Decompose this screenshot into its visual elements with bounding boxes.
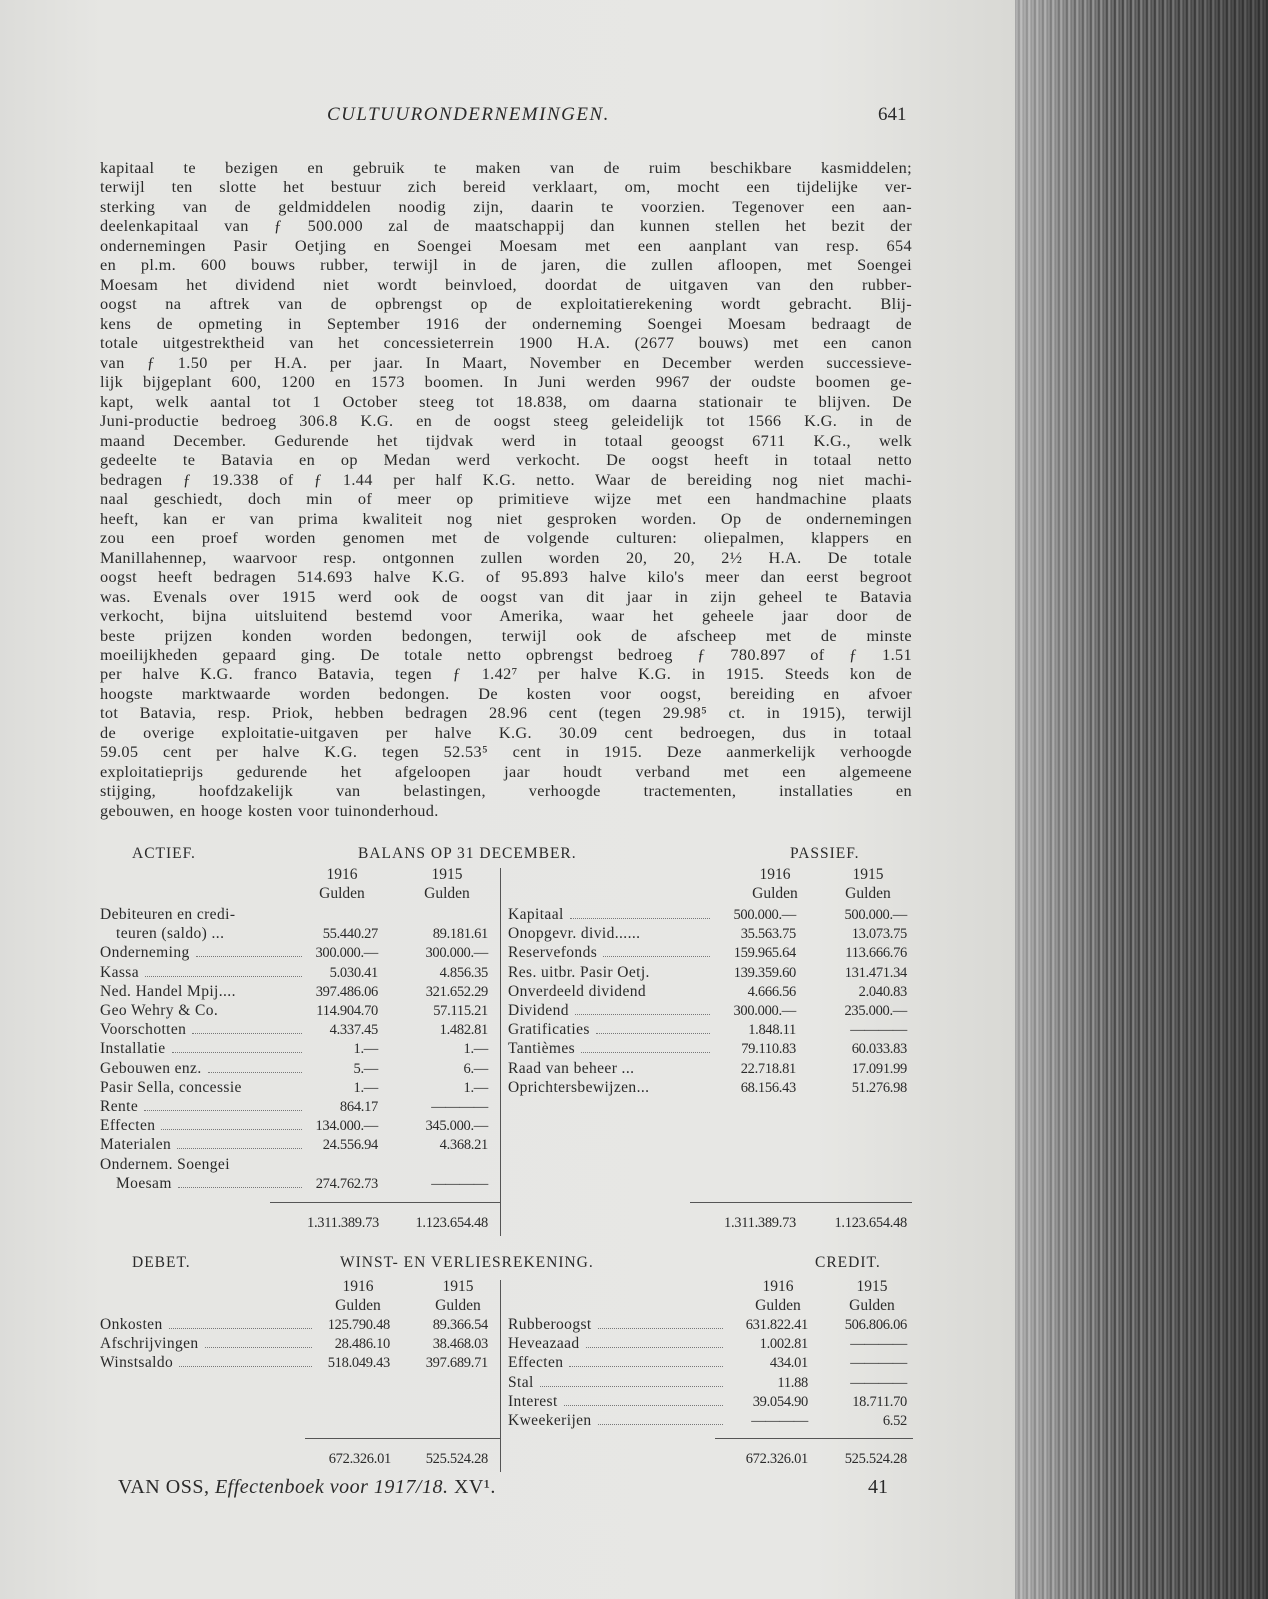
table-row-actief [100,944,305,962]
body-line: kens de opmeting in September 1916 der onderneming Soengei Moesam bedraagt de [100,313,912,333]
value-1915: 6.— [463,1060,488,1077]
value-1915: 89.366.54 [432,1317,488,1333]
body-line: stijging, hoofdzakelijk van belastingen, verhoogde tractementen, installaties en [100,781,912,801]
value-1916: 24.556.94 [322,1137,378,1154]
body-line: naal geschiedt, doch min of meer op primitieve wijze met een handmachine plaats [100,489,912,509]
row-label: Gratificaties [508,1021,590,1039]
value-1915: ———— [850,1374,907,1391]
value-1916: 4.337.45 [329,1022,378,1039]
total-value: 1.123.654.48 [834,1215,907,1231]
year-header: 1916 [342,1278,374,1295]
value-1916: 5.— [353,1060,378,1077]
table-row-actief [100,906,305,924]
dot-leader [581,1040,710,1053]
value-1916: ———— [751,1413,808,1429]
row-label: Rente [100,1098,139,1115]
table-row-passief [508,1002,713,1020]
value-1916: 1.— [353,1079,378,1096]
unit-header: Gulden [424,885,470,902]
body-line: gebouwen, en hooge kosten voor tuinonderhoud. [100,800,439,820]
value-1916: 22.718.81 [740,1060,796,1077]
value-1916: 300.000.— [315,945,378,962]
value-1916: 300.000.— [733,1003,796,1019]
table-row-debet [100,1335,315,1353]
row-label: Debiteuren en credi- [100,906,236,923]
value-1915: ———— [850,1355,907,1372]
table-row-passief [508,944,713,962]
total-rule [305,1438,500,1439]
table-row-actief [100,1002,305,1020]
dot-leader [145,964,302,977]
dot-leader [575,1002,710,1015]
unit-header: Gulden [752,885,798,902]
total-value: 525.524.28 [425,1451,488,1467]
table-row-actief [116,1175,305,1193]
unit-header: Gulden [319,885,365,902]
body-line: verkocht, bijna uitsluitend bestemd voor Amerika, waar het geheele jaar door de [100,606,912,626]
year-header: 1915 [431,866,463,883]
row-label: Reservefonds [508,944,598,962]
footer-volume: XV¹. [453,1476,496,1498]
value-1916: 134.000.— [315,1118,378,1135]
table-row-credit [508,1354,726,1372]
value-1916: 434.01 [769,1355,808,1372]
dot-leader [603,944,710,957]
body-line: oogst na aftrek van de opbrengst op de exploitatierekening wordt gebracht. Blij- [100,294,912,314]
dot-leader [196,944,302,957]
total-value: 1.311.389.73 [724,1215,796,1231]
value-1915: 1.482.81 [439,1022,488,1039]
value-1915: 6.52 [882,1413,907,1429]
value-1916: 500.000.— [733,907,796,923]
row-label: Tantièmes [508,1040,576,1058]
body-line: bedragen ƒ 19.338 of ƒ 1.44 per half K.G. netto. Waar de bereiding nog niet machi- [100,469,912,489]
value-1916: 631.822.41 [745,1317,808,1333]
table-row-actief [100,1156,305,1174]
value-1915: 500.000.— [844,907,907,923]
value-1915: 345.000.— [425,1118,488,1135]
value-1915: 113.666.76 [845,945,907,962]
value-1916: 1.848.11 [748,1022,796,1039]
body-line: ondernemingen Pasir Oetjing en Soengei Moesam met een aanplant van resp. 654 [100,235,912,255]
row-label: Onkosten [100,1316,163,1333]
row-label: Onderneming [100,944,190,962]
column-divider [500,1280,501,1472]
value-1915: ———— [850,1336,907,1353]
table-row-debet [100,1354,315,1372]
unit-header: Gulden [335,1297,381,1314]
dot-leader [205,1335,312,1348]
row-label: Effecten [508,1354,564,1372]
row-label: Geo Wehry & Co. [100,1002,219,1019]
value-1916: 35.563.75 [740,926,796,943]
body-line: kapitaal te bezigen en gebruik te maken van de ruim beschikbare kasmiddelen; [100,158,912,177]
body-line: moeilijkheden gepaard ging. De totale netto opbrengst bedroeg ƒ 780.897 of ƒ 1.51 [100,645,912,664]
row-label: Interest [508,1392,558,1410]
row-label: Voorschotten [100,1021,187,1039]
body-line: van ƒ 1.50 per H.A. per jaar. In Maart, November en December werden successieve- [100,352,912,372]
row-label: Dividend [508,1002,569,1019]
value-1916: 55.440.27 [322,926,378,943]
body-line: beste prijzen konden worden bedongen, terwijl ook de afscheep met de minste [100,625,912,645]
value-1916: 159.965.64 [733,945,796,962]
center-title: BALANS OP 31 DECEMBER. [358,845,577,862]
body-line: 59.05 cent per halve K.G. tegen 52.53⁵ cent in 1915. Deze aanmerkelijk verhoogde [100,742,912,762]
row-label: Kassa [100,963,140,981]
year-header: 1915 [442,1278,474,1295]
dot-leader [179,1354,312,1367]
body-line: Juni-productie bedroeg 306.8 K.G. en de oogst steeg geleidelijk tot 1566 K.G. in de [100,411,912,431]
value-1915: 4.368.21 [439,1137,488,1154]
table-row-actief [100,1117,305,1135]
row-label: Ned. Handel Mpij.... [100,982,236,1000]
table-row-passief [508,983,713,1001]
dot-leader [177,1136,302,1149]
value-1916: 11.88 [777,1374,808,1391]
row-label: Heveazaad [508,1335,580,1353]
dot-leader [144,1098,302,1111]
unit-header: Gulden [845,885,891,902]
unit-header: Gulden [435,1297,481,1314]
value-1915: 131.471.34 [844,964,907,981]
row-label: Rubberoogst [508,1316,592,1333]
body-line: terwijl ten slotte het bestuur zich bereid verklaart, om, mocht een tijdelijke ver- [100,177,912,197]
table-row-passief [508,1040,713,1058]
value-1915: 321.652.29 [425,983,488,1000]
row-label: Materialen [100,1136,172,1154]
table-row-credit [508,1374,726,1392]
body-line: Manillahennep, waarvoor resp. ontgonnen zullen worden 20, 20, 2½ H.A. De totale [100,547,912,567]
row-label: Stal [508,1373,534,1391]
footer-book-title: Effectenboek voor 1917/18. [214,1476,449,1498]
row-label: teuren (saldo) ... [116,925,225,943]
value-1916: 274.762.73 [315,1175,378,1192]
table-row-credit [508,1393,726,1411]
row-label: Raad van beheer ... [508,1059,635,1077]
year-header: 1915 [852,866,884,883]
row-label: Installatie [100,1040,166,1058]
value-1915: 18.711.70 [852,1393,907,1410]
left-title: DEBET. [132,1254,191,1271]
value-1916: 5.030.41 [329,964,378,981]
value-1916: 864.17 [339,1099,378,1115]
body-line: per halve K.G. franco Batavia, tegen ƒ 1.42⁷ per halve K.G. in 1915. Steeds kon de [100,664,912,684]
body-line: Moesam het dividend niet wordt beinvloed, doordat de uitgaven van den rubber- [100,274,912,294]
unit-header: Gulden [755,1297,801,1314]
value-1916: 139.359.60 [733,964,796,981]
row-label: Pasir Sella, concessie [100,1078,242,1096]
total-rule [270,1202,500,1203]
row-label: Kapitaal [508,906,564,923]
value-1915: 235.000.— [844,1003,907,1019]
table-row-passief [508,1060,713,1078]
table-row-credit [508,1316,726,1334]
row-label: Winstsaldo [100,1354,174,1372]
body-line: oogst heeft bedragen 514.693 halve K.G. of 95.893 halve kilo's meer dan eerst begroot [100,567,912,587]
dot-leader [540,1374,723,1387]
body-line: gedeelte te Batavia en op Medan werd verkocht. De oogst heeft in totaal netto [100,450,912,470]
value-1916: 39.054.90 [752,1393,808,1410]
value-1916: 1.002.81 [759,1336,808,1353]
value-1915: 1.— [463,1079,488,1096]
total-value: 1.123.654.48 [415,1215,488,1231]
dot-leader [564,1393,723,1406]
body-line: heeft, kan er van prima kwaliteit nog niet gesproken worden. Op de ondernemingen [100,508,912,528]
dot-leader [598,1412,723,1425]
value-1915: 13.073.75 [851,926,907,943]
row-label: Onopgevr. divid...... [508,925,641,943]
total-value: 672.326.01 [328,1451,391,1467]
table-row-debet [100,1316,315,1334]
row-label: Moesam [116,1174,172,1192]
body-line: en pl.m. 600 bouws rubber, terwijl in de jaren, die zullen afloopen, met Soengei [100,255,912,275]
total-value: 672.326.01 [745,1451,808,1467]
footer-citation [118,1476,496,1499]
value-1916: 125.790.48 [327,1317,390,1333]
total-rule [690,1202,912,1203]
value-1915: 17.091.99 [851,1060,907,1077]
value-1915: 51.276.98 [851,1079,907,1096]
value-1915: 2.040.83 [858,983,907,1000]
value-1916: 114.904.70 [316,1003,378,1019]
table-row-actief [116,925,305,943]
body-line: deelenkapitaal van ƒ 500.000 zal de maatschappij dan kunnen stellen het bezit der [100,216,912,236]
table-row-actief [100,964,305,982]
value-1915: 397.689.71 [425,1355,488,1372]
value-1915: 4.856.35 [439,964,488,981]
dot-leader [598,1316,723,1329]
total-value: 525.524.28 [844,1451,907,1467]
row-label: Ondernem. Soengei [100,1155,230,1173]
table-row-passief [508,1021,713,1039]
table-row-actief [100,1021,305,1039]
page-stack-shade [1015,0,1268,1599]
dot-leader [596,1021,710,1034]
year-header: 1916 [762,1278,794,1295]
body-line: maand December. Gedurende het tijdvak werd in totaal geoogst 6711 K.G., welk [100,430,912,450]
value-1916: 79.110.83 [741,1041,796,1058]
dot-leader [172,1040,302,1053]
value-1915: 1.— [463,1041,488,1058]
running-title: CULTUURONDERNEMINGEN. [327,104,610,125]
table-row-actief [100,983,305,1001]
value-1915: ———— [431,1099,488,1115]
body-line: lijk bijgeplant 600, 1200 en 1573 boomen. In Juni werden 9967 der oudste boomen ge- [100,372,912,392]
table-row-credit [508,1412,726,1430]
dot-leader [178,1175,302,1188]
year-header: 1915 [856,1278,888,1295]
row-label: Kweekerijen [508,1412,592,1429]
table-row-passief [508,1079,713,1097]
body-line: exploitatieprijs gedurende het afgeloopen jaar houdt verband met een algemeene [100,761,912,781]
value-1915: ———— [431,1175,488,1192]
value-1915: 57.115.21 [433,1003,488,1019]
footer-author: VAN OSS, [118,1476,210,1498]
body-line: hoogste marktwaarde worden bedongen. De kosten voor oogst, bereiding en afvoer [100,683,912,703]
body-line: sterking van de geldmiddelen noodig zijn, daarin te voorzien. Tegenover een aan- [100,196,912,216]
footer-signature: 41 [868,1476,888,1498]
value-1915: ———— [850,1022,907,1039]
unit-header: Gulden [849,1297,895,1314]
body-line: zou een proef worden genomen met de volgende culturen: oliepalmen, klappers en [100,528,912,548]
value-1915: 38.468.03 [432,1336,488,1353]
body-line: was. Evenals over 1915 werd ook de oogst van dit jaar in zijn geheel te Batavia [100,586,912,606]
dot-leader [569,1354,723,1367]
value-1915: 300.000.— [425,945,488,962]
dot-leader [570,906,710,919]
value-1915: 89.181.61 [432,926,488,943]
dot-leader [192,1021,302,1034]
value-1915: 506.806.06 [844,1317,907,1333]
table-row-actief [100,1040,305,1058]
body-line: tot Batavia, resp. Priok, hebben bedragen 28.96 cent (tegen 29.98⁵ ct. in 1915), terwijl [100,703,912,723]
row-label: Afschrijvingen [100,1335,199,1353]
dot-leader [208,1060,302,1073]
table-row-passief [508,925,713,943]
body-line: de overige exploitatie-uitgaven per halve K.G. 30.09 cent bedroegen, dus in totaal [100,722,912,742]
table-row-passief [508,906,713,924]
table-row-passief [508,964,713,982]
value-1916: 397.486.06 [315,983,378,1000]
table-row-actief [100,1060,305,1078]
table-row-credit [508,1335,726,1353]
row-label: Onverdeeld dividend [508,982,647,1000]
value-1916: 4.666.56 [747,983,796,1000]
dot-leader [169,1316,312,1329]
right-title: PASSIEF. [790,845,860,862]
total-rule [715,1438,913,1439]
row-label: Gebouwen enz. [100,1059,202,1077]
table-row-actief [100,1079,305,1097]
body-line: totale uitgestrektheid van het concessieterrein 1900 H.A. (2677 bouws) met een canon [100,333,912,353]
table-row-actief [100,1136,305,1154]
dot-leader [161,1117,302,1130]
page-number: 641 [878,104,907,125]
value-1915: 60.033.83 [851,1041,907,1058]
value-1916: 28.486.10 [334,1336,390,1353]
value-1916: 518.049.43 [327,1355,390,1372]
body-line: kapt, welk aantal tot 1 October steeg tot 18.838, om daarna stationair te blijven. De [100,391,912,411]
year-header: 1916 [759,866,791,883]
left-title: ACTIEF. [132,845,196,862]
column-divider [500,868,501,1236]
year-header: 1916 [326,866,358,883]
row-label: Res. uitbr. Pasir Oetj. [508,963,650,981]
center-title: WINST- EN VERLIESREKENING. [340,1254,594,1271]
row-label: Effecten [100,1117,156,1135]
total-value: 1.311.389.73 [307,1215,379,1231]
table-row-actief [100,1098,305,1116]
dot-leader [586,1335,723,1348]
row-label: Oprichtersbewijzen... [508,1078,650,1096]
value-1916: 68.156.43 [740,1079,796,1096]
value-1916: 1.— [353,1041,378,1058]
right-title: CREDIT. [815,1254,881,1271]
